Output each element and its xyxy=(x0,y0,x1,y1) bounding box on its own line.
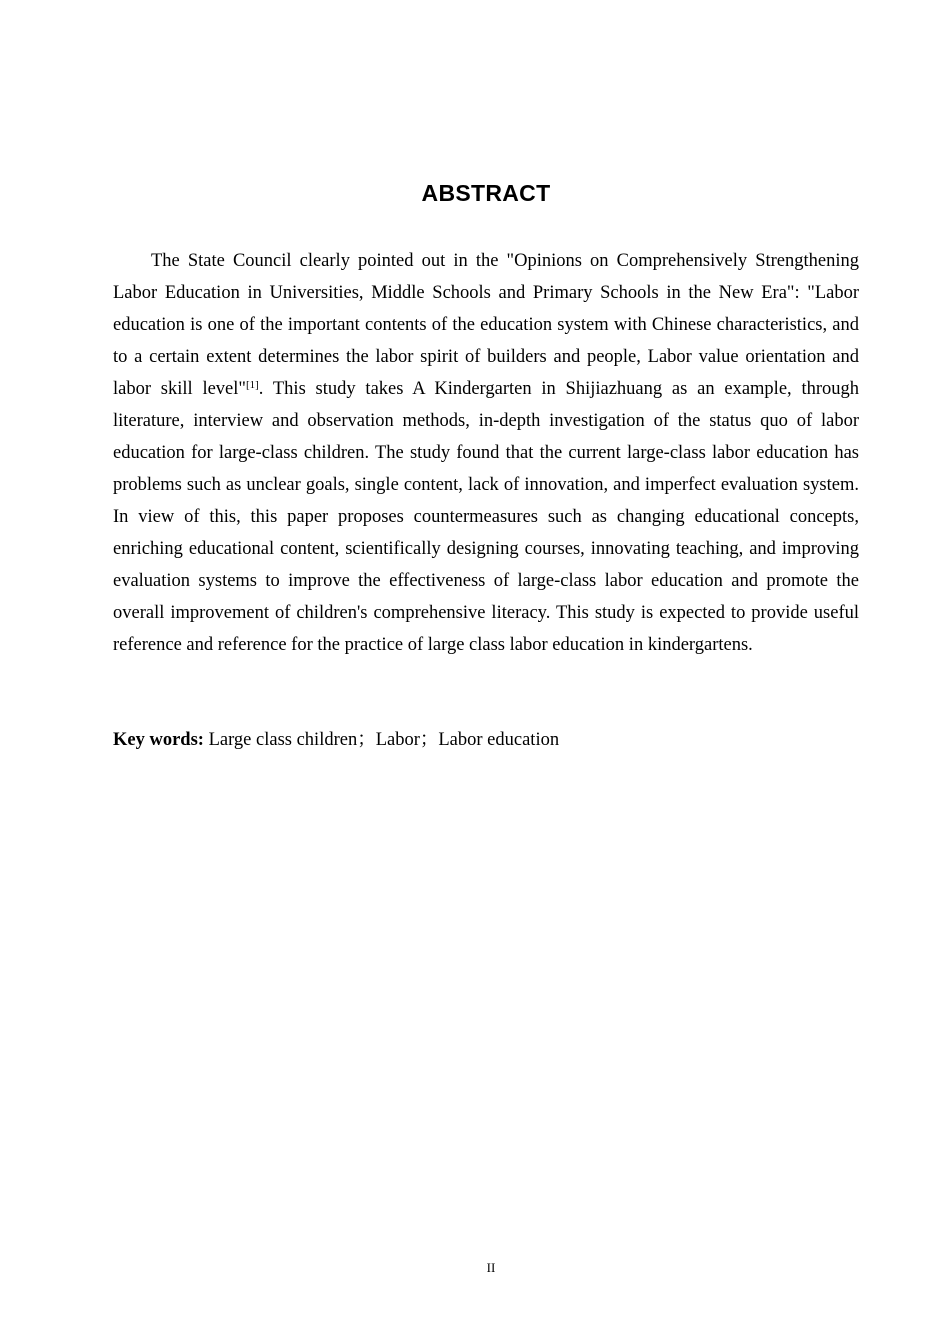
abstract-body xyxy=(113,245,859,661)
abstract-title: ABSTRACT xyxy=(421,180,551,206)
keywords-values: Large class children；Labor；Labor education xyxy=(203,730,560,750)
abstract-text-before-citation: The State Council clearly pointed out in the "Opinions on Comprehensively Strengthening Labor Education in Universities, Middle Schools and Primary Schools in the New Era": "Labor education is one of the important contents of the education system with Chinese characteristics, and to a certain extent determines the labor spirit of builders and people, Labor value orientation and labor skill level" xyxy=(113,251,859,399)
abstract-text-after-citation: . This study takes A Kindergarten in Shijiazhuang as an example, through literature, interview and observation methods, in-depth investigation of the status quo of labor education for large-class children. The study found that the current large-class labor education has problems such as unclear goals, single content, lack of innovation, and imperfect evaluation system. In view of this, this paper proposes countermeasures such as changing educational concepts, enriching educational content, scientifically designing courses, innovating teaching, and improving evaluation systems to improve the effectiveness of large-class labor education and promote the overall improvement of children's comprehensive literacy. This study is expected to provide useful reference and reference for the practice of large class labor education in kindergartens. xyxy=(113,379,859,655)
page-number: II xyxy=(486,1260,496,1275)
keywords-line xyxy=(113,724,859,756)
keywords-label: Key words: xyxy=(113,730,204,750)
citation-reference: [1] xyxy=(245,379,259,391)
